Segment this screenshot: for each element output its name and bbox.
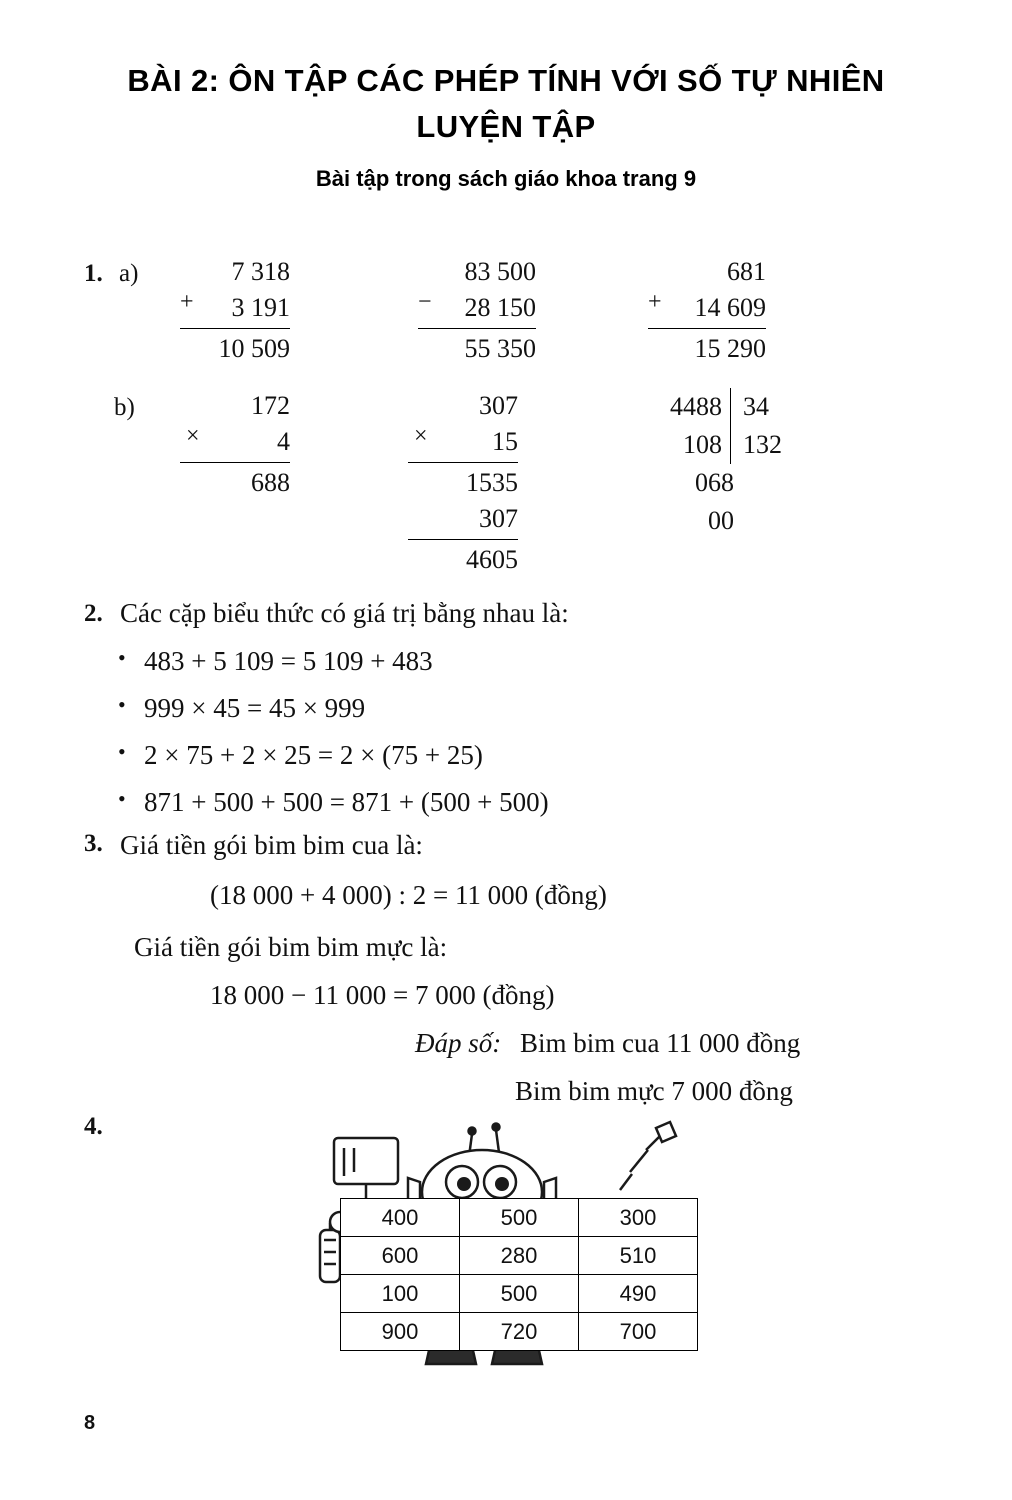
- calc-a-2-bottom: 28 150: [464, 293, 536, 322]
- table-cell: 400: [341, 1199, 460, 1237]
- division-step-2: 068: [695, 468, 734, 497]
- calc-a-3-operator: +: [648, 289, 662, 315]
- page-header: [0, 58, 1012, 192]
- table-cell: 900: [341, 1313, 460, 1351]
- table-cell: 510: [579, 1237, 698, 1275]
- calc-a-2-operator: −: [418, 289, 432, 315]
- calc-b-1-operator: ×: [186, 423, 200, 449]
- exercise-3-line-4: 18 000 − 11 000 = 7 000 (đồng): [210, 980, 555, 1010]
- calc-b-1-result: 688: [180, 462, 290, 501]
- exercise-3-line-2: (18 000 + 4 000) : 2 = 11 000 (đồng): [210, 880, 607, 910]
- division-step-3: 00: [708, 506, 734, 535]
- calc-a-3-top: 681: [727, 257, 766, 286]
- exercise-4-table: [340, 1198, 698, 1351]
- exercise-4-number: 4.: [84, 1113, 103, 1140]
- table-row: [341, 1237, 698, 1275]
- calc-a-3: [648, 254, 766, 367]
- calc-b-2: [408, 388, 518, 578]
- calc-a-3-bottom: 14 609: [694, 293, 766, 322]
- calc-b-2-top: 307: [479, 391, 518, 420]
- list-item: • 871 + 500 + 500 = 871 + (500 + 500): [118, 787, 549, 818]
- calc-a-3-result: 15 290: [648, 328, 766, 367]
- calc-a-1-bottom: 3 191: [231, 293, 290, 322]
- calc-b-division: [638, 388, 813, 540]
- page-subtitle: Bài tập trong sách giáo khoa trang 9: [315, 166, 697, 191]
- table-cell: 720: [460, 1313, 579, 1351]
- calc-a-1: [180, 254, 290, 367]
- page-title-line-1: BÀI 2: ÔN TẬP CÁC PHÉP TÍNH VỚI SỐ TỰ NHIÊN: [127, 63, 885, 98]
- exercise-1-part-b-label: b): [114, 394, 135, 421]
- table-cell: 500: [460, 1199, 579, 1237]
- calc-b-1-top: 172: [251, 391, 290, 420]
- table-row: [341, 1313, 698, 1351]
- division-quotient: 132: [730, 426, 813, 464]
- exercise-3-number: 3.: [84, 830, 103, 857]
- exercise-3-answer-line-1: Bim bim cua 11 000 đồng: [520, 1028, 801, 1058]
- division-dividend: 4488: [670, 392, 722, 421]
- list-item: • 2 × 75 + 2 × 25 = 2 × (75 + 25): [118, 740, 549, 771]
- table-cell: 700: [579, 1313, 698, 1351]
- exercise-3-line-1: Giá tiền gói bim bim cua là:: [120, 830, 423, 860]
- calc-b-2-bottom: 15: [492, 427, 518, 456]
- list-item: • 483 + 5 109 = 5 109 + 483: [118, 646, 549, 677]
- exercise-2-number: 2.: [84, 600, 103, 627]
- page-title-line-2: LUYỆN TẬP: [416, 109, 596, 144]
- calc-a-2-top: 83 500: [464, 257, 536, 286]
- exercise-2-list: [118, 646, 549, 834]
- table-row: [341, 1275, 698, 1313]
- exercise-2-title: Các cặp biểu thức có giá trị bằng nhau là:: [120, 598, 569, 628]
- calc-a-2: [418, 254, 536, 367]
- calc-a-1-operator: +: [180, 289, 194, 315]
- table-cell: 490: [579, 1275, 698, 1313]
- exercise-1-part-a-label: a): [119, 260, 139, 287]
- calc-b-2-partial-2: 307: [479, 504, 518, 533]
- exercise-3-line-3: Giá tiền gói bim bim mực là:: [134, 932, 448, 962]
- division-divisor: 34: [730, 388, 813, 426]
- table-cell: 300: [579, 1199, 698, 1237]
- calc-b-1-bottom: 4: [277, 427, 290, 456]
- calc-a-2-result: 55 350: [418, 328, 536, 367]
- table-row: [341, 1199, 698, 1237]
- exercise-3-answer-line-2: Bim bim mực 7 000 đồng: [515, 1076, 793, 1106]
- calc-b-2-operator: ×: [414, 423, 428, 449]
- page-number: 8: [84, 1412, 96, 1434]
- calc-b-1: [180, 388, 290, 501]
- exercise-1-number: 1.: [84, 260, 103, 287]
- calc-a-1-top: 7 318: [231, 257, 290, 286]
- exercise-3-answer-label: Đáp số:: [415, 1028, 502, 1058]
- calc-a-1-result: 10 509: [180, 328, 290, 367]
- table-cell: 600: [341, 1237, 460, 1275]
- calc-b-2-partial-1: 1535: [408, 462, 518, 501]
- table-cell: 280: [460, 1237, 579, 1275]
- table-cell: 500: [460, 1275, 579, 1313]
- division-step-1: 108: [683, 430, 722, 459]
- exercise-1: [0, 248, 1012, 588]
- calc-b-2-result: 4605: [408, 539, 518, 578]
- table-cell: 100: [341, 1275, 460, 1313]
- list-item: • 999 × 45 = 45 × 999: [118, 693, 549, 724]
